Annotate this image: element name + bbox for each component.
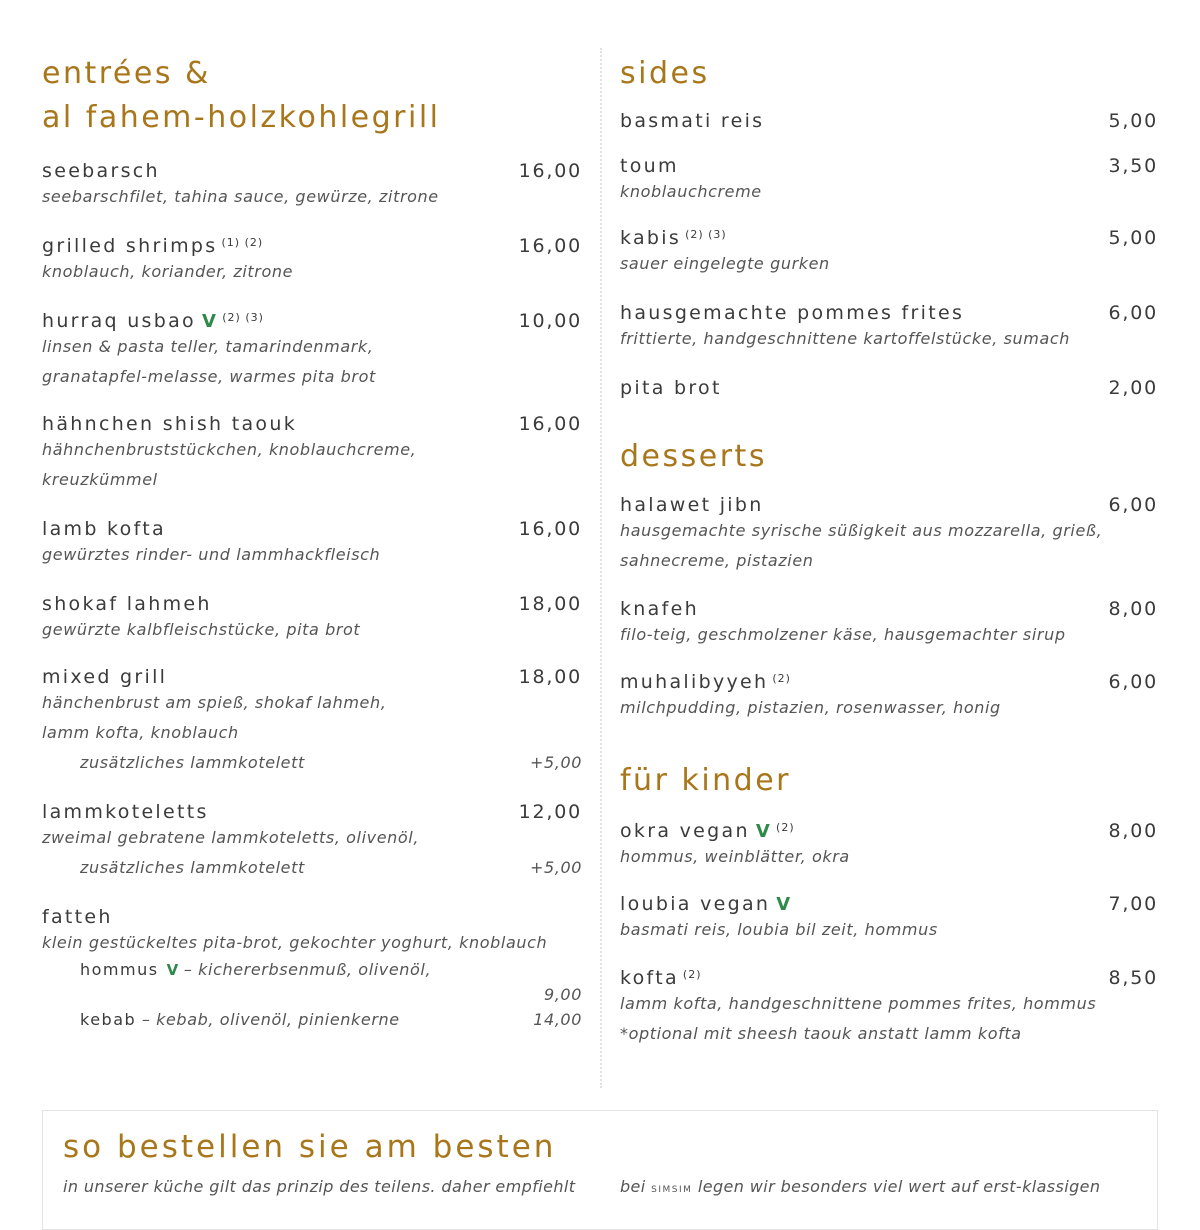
fatteh-variant-kebab xyxy=(42,1010,582,1029)
vegan-icon: V xyxy=(202,311,219,332)
item-description: knoblauchcreme xyxy=(620,182,762,201)
ordering-title: so bestellen sie am besten xyxy=(63,1129,557,1165)
item-name: mixed grill xyxy=(42,666,168,688)
item-description-line-1: linsen & pasta teller, tamarindenmark, xyxy=(42,337,374,356)
item-name: knafeh xyxy=(620,598,699,620)
item-description-line-2: sahnecreme, pistazien xyxy=(620,551,814,570)
item-name: halawet jibn xyxy=(620,494,764,516)
menu-item-toum xyxy=(620,155,1158,207)
menu-item-kabis xyxy=(620,227,1158,279)
extra-price: +5,00 xyxy=(529,753,582,772)
section-title-desserts: desserts xyxy=(620,439,767,474)
menu-item-mixed-grill xyxy=(42,666,582,778)
item-price: 16,00 xyxy=(518,160,582,182)
allergen-footnote: (2) xyxy=(682,968,702,981)
allergen-footnote: (2) (3) xyxy=(222,311,264,324)
item-name: seebarsch xyxy=(42,160,160,182)
item-name: pita brot xyxy=(620,377,722,399)
item-description-line-2: *optional mit sheesh taouk anstatt lamm kofta xyxy=(620,1024,1022,1043)
item-description: milchpudding, pistazien, rosenwasser, honig xyxy=(620,698,1001,717)
extra-option xyxy=(42,748,582,778)
ordering-text-left: in unserer küche gilt das prinzip des teilens. daher empfiehlt xyxy=(63,1177,576,1196)
item-description: seebarschfilet, tahina sauce, gewürze, zitrone xyxy=(42,187,439,206)
allergen-footnote: (2) (3) xyxy=(685,228,727,241)
item-price: 8,00 xyxy=(1108,820,1158,842)
item-description-line-1: hausgemachte syrische süßigkeit aus mozzarella, grieß, xyxy=(620,521,1103,540)
menu-item-knafeh xyxy=(620,598,1158,650)
item-price: 7,00 xyxy=(1108,893,1158,915)
extra-price: +5,00 xyxy=(529,858,582,877)
brand-name: simsim xyxy=(651,1181,693,1196)
item-price: 16,00 xyxy=(518,518,582,540)
title-line-2: al fahem-holzkohlegrill xyxy=(42,100,441,135)
menu-item-shokaf-lahmeh xyxy=(42,593,582,645)
item-name: loubia vegan xyxy=(620,893,771,915)
menu-item-pommes-frites xyxy=(620,302,1158,354)
vegan-icon: V xyxy=(755,821,773,842)
section-title-kinder: für kinder xyxy=(620,763,792,798)
menu-item-basmati-reis xyxy=(620,110,1158,132)
item-name: hurraq usbao xyxy=(42,310,196,332)
variant-name: hommus xyxy=(80,960,159,979)
extra-option xyxy=(42,853,582,883)
item-price: 5,00 xyxy=(1108,227,1158,249)
variant-price-row xyxy=(42,985,582,1004)
text-fragment: legen wir besonders viel wert auf erst-klassigen xyxy=(692,1177,1101,1196)
allergen-footnote: (2) xyxy=(776,821,795,834)
item-description: hommus, weinblätter, okra xyxy=(620,847,850,866)
item-description: knoblauch, koriander, zitrone xyxy=(42,262,294,281)
menu-item-okra-vegan xyxy=(620,820,1158,872)
menu-item-seebarsch xyxy=(42,160,582,212)
item-price: 2,00 xyxy=(1108,377,1158,399)
item-description-line-1: hänchenbrust am spieß, shokaf lahmeh, xyxy=(42,693,387,712)
item-name: kofta xyxy=(620,967,679,989)
item-price: 8,50 xyxy=(1108,967,1158,989)
item-price: 8,00 xyxy=(1108,598,1158,620)
menu-item-halawet-jibn xyxy=(620,494,1158,576)
item-price: 6,00 xyxy=(1108,671,1158,693)
menu-item-lammkoteletts xyxy=(42,801,582,883)
extra-label: zusätzliches lammkotelett xyxy=(80,858,305,877)
menu-item-hurraq-usbao xyxy=(42,310,582,392)
item-description: gewürzte kalbfleischstücke, pita brot xyxy=(42,620,361,639)
item-price: 6,00 xyxy=(1108,302,1158,324)
variant-name: kebab xyxy=(80,1010,137,1029)
item-price: 16,00 xyxy=(518,235,582,257)
text-fragment: bei xyxy=(620,1177,652,1196)
fatteh-variant-hommus xyxy=(42,960,582,979)
item-description: zweimal gebratene lammkoteletts, olivenöl, xyxy=(42,828,420,847)
item-description: basmati reis, loubia bil zeit, hommus xyxy=(620,920,938,939)
vegan-icon: V xyxy=(166,961,179,979)
item-price: 5,00 xyxy=(1108,110,1158,132)
section-title-sides: sides xyxy=(620,56,710,91)
item-name: muhalibyyeh xyxy=(620,671,769,693)
extra-label: zusätzliches lammkotelett xyxy=(80,753,305,772)
vegan-icon: V xyxy=(776,894,793,915)
menu-item-grilled-shrimps xyxy=(42,235,582,287)
item-name: kabis xyxy=(620,227,682,249)
item-price: 3,50 xyxy=(1108,155,1158,177)
allergen-footnote: (2) xyxy=(772,672,791,685)
menu-item-kofta-kids xyxy=(620,967,1158,1049)
variant-description: – kichererbsenmuß, olivenöl, xyxy=(178,960,432,979)
item-name: hausgemachte pommes frites xyxy=(620,302,965,324)
item-description: frittierte, handgeschnittene kartoffelstücke, sumach xyxy=(620,329,1071,348)
item-price: 10,00 xyxy=(518,310,582,332)
menu-item-loubia-vegan xyxy=(620,893,1158,945)
menu-item-fatteh xyxy=(42,906,582,1029)
menu-item-lamb-kofta xyxy=(42,518,582,570)
item-name: grilled shrimps xyxy=(42,235,218,257)
item-description: sauer eingelegte gurken xyxy=(620,254,830,273)
item-name: shokaf lahmeh xyxy=(42,593,212,615)
item-price: 16,00 xyxy=(518,413,582,435)
item-description-line-2: kreuzkümmel xyxy=(42,470,158,489)
column-divider xyxy=(600,48,602,1088)
item-price: 6,00 xyxy=(1108,494,1158,516)
item-description: klein gestückeltes pita-brot, gekochter yoghurt, knoblauch xyxy=(42,933,548,952)
ordering-text-right xyxy=(620,1177,1100,1196)
item-name: okra vegan xyxy=(620,820,750,842)
allergen-footnote: (1) (2) xyxy=(221,236,264,249)
item-price: 12,00 xyxy=(518,801,582,823)
item-description-line-1: lamm kofta, handgeschnittene pommes frites, hommus xyxy=(620,994,1097,1013)
title-line-1: entrées & xyxy=(42,56,211,91)
section-title-entrees xyxy=(42,52,441,140)
item-price: 18,00 xyxy=(518,666,582,688)
item-description: gewürztes rinder- und lammhackfleisch xyxy=(42,545,381,564)
item-name: fatteh xyxy=(42,906,113,928)
item-description: filo-teig, geschmolzener käse, hausgemachter sirup xyxy=(620,625,1066,644)
item-price: 18,00 xyxy=(518,593,582,615)
item-name: lamb kofta xyxy=(42,518,166,540)
item-description-line-1: hähnchenbruststückchen, knoblauchcreme, xyxy=(42,440,417,459)
variant-price: 14,00 xyxy=(533,1010,582,1029)
item-name: lammkoteletts xyxy=(42,801,209,823)
variant-price: 9,00 xyxy=(543,985,582,1004)
item-description-line-2: lamm kofta, knoblauch xyxy=(42,723,239,742)
variant-description: – kebab, olivenöl, pinienkerne xyxy=(136,1010,400,1029)
item-name: toum xyxy=(620,155,679,177)
menu-item-shish-taouk xyxy=(42,413,582,495)
item-name: hähnchen shish taouk xyxy=(42,413,297,435)
menu-item-pita-brot xyxy=(620,377,1158,399)
item-description-line-2: granatapfel-melasse, warmes pita brot xyxy=(42,367,376,386)
menu-item-muhalibyyeh xyxy=(620,671,1158,723)
item-name: basmati reis xyxy=(620,110,765,132)
ordering-info-box xyxy=(42,1110,1158,1230)
